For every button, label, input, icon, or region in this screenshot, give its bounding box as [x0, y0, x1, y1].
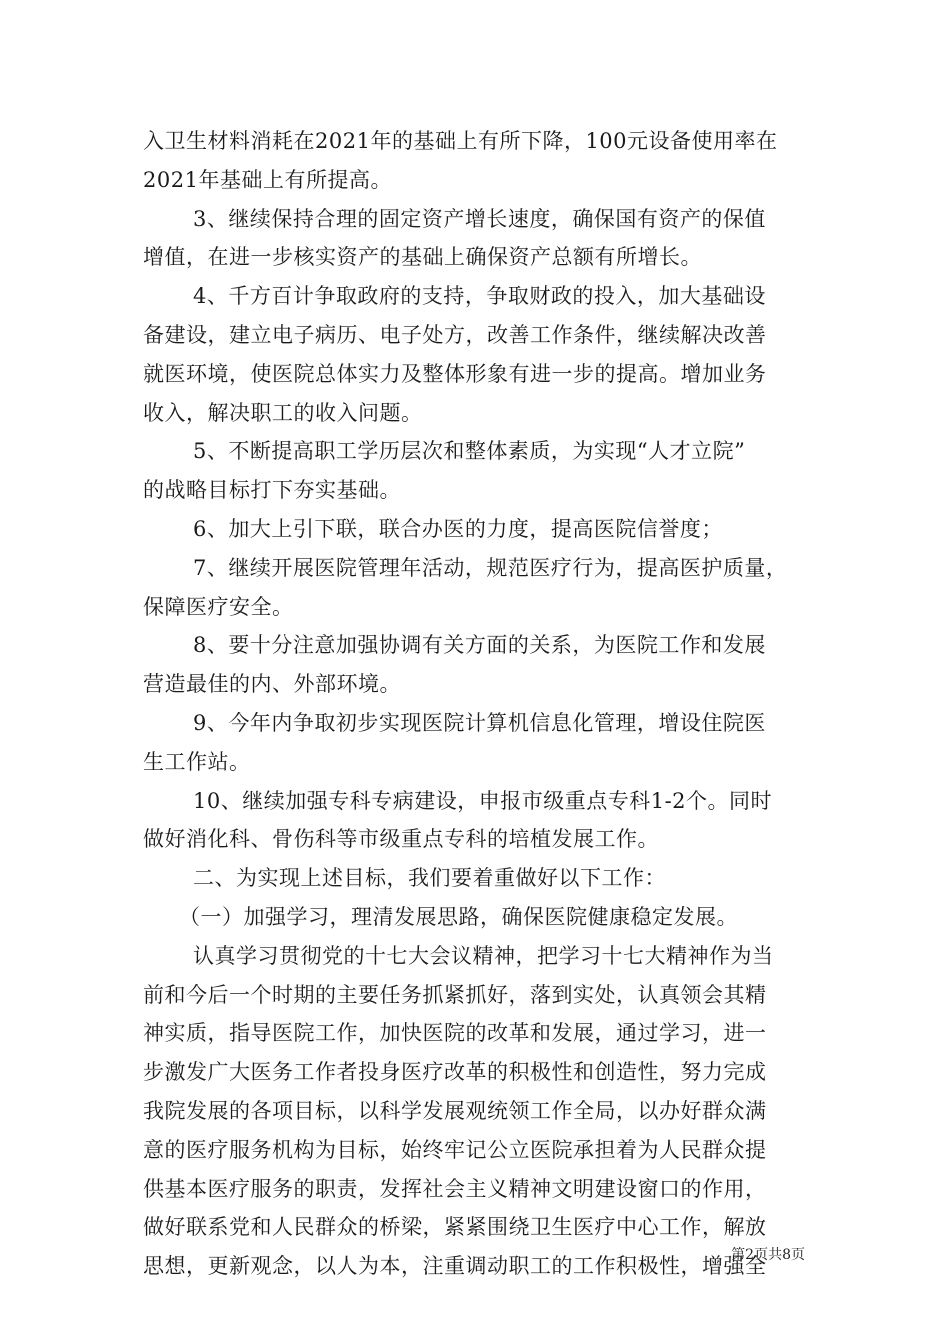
text-line: 做好消化科、骨伤科等市级重点专科的培植发展工作。: [143, 827, 659, 852]
paragraph-item-4: 4、千方百计争取政府的支持，争取财政的投入，加大基础设: [193, 284, 766, 309]
text-line: 2021年基础上有所提高。: [143, 167, 392, 192]
text-line: 步激发广大医务工作者投身医疗改革的积极性和创造性，努力完成: [143, 1060, 767, 1085]
paragraph-item-6: 6、加大上引下联，联合办医的力度，提高医院信誉度；: [193, 516, 723, 541]
text-line: 做好联系党和人民群众的桥梁，紧紧围绕卫生医疗中心工作，解放: [143, 1215, 767, 1240]
page-number: 第2页共8页: [731, 1247, 805, 1263]
text-line: 备建设，建立电子病历、电子处方，改善工作条件，继续解决改善: [143, 322, 767, 347]
paragraph-item-8: 8、要十分注意加强协调有关方面的关系，为医院工作和发展: [193, 633, 766, 658]
text-line: 思想，更新观念，以人为本，注重调动职工的工作积极性，增强全: [143, 1254, 767, 1279]
paragraph-item-7: 7、继续开展医院管理年活动，规范医疗行为，提高医护质量，: [193, 555, 788, 580]
text-line: 供基本医疗服务的职责，发挥社会主义精神文明建设窗口的作用，: [143, 1176, 767, 1201]
document-body: [143, 122, 815, 1286]
paragraph-item-9: 9、今年内争取初步实现医院计算机信息化管理，增设住院医: [193, 710, 766, 735]
text-line: 我院发展的各项目标，以科学发展观统领工作全局，以办好群众满: [143, 1098, 767, 1123]
text-line: 入卫生材料消耗在2021年的基础上有所下降，100元设备使用率在: [143, 129, 778, 153]
text-line: 神实质，指导医院工作，加快医院的改革和发展，通过学习，进一: [143, 1021, 767, 1046]
paragraph-body: 认真学习贯彻党的十七大会议精神，把学习十七大精神作为当: [193, 943, 774, 968]
paragraph-item-5: 5、不断提高职工学历层次和整体素质，为实现“人才立院”: [193, 439, 746, 464]
text-line: 生工作站。: [143, 749, 251, 774]
text-line: 营造最佳的内、外部环境。: [143, 672, 401, 697]
text-line: 前和今后一个时期的主要任务抓紧抓好，落到实处，认真领会其精: [143, 982, 767, 1007]
text-line: 意的医疗服务机构为目标，始终牢记公立医院承担着为人民群众提: [143, 1137, 767, 1162]
section-heading-2: 二、为实现上述目标，我们要着重做好以下工作：: [193, 866, 666, 891]
paragraph-item-3: 3、继续保持合理的固定资产增长速度，确保国有资产的保值: [193, 206, 766, 231]
text-line: 收入，解决职工的收入问题。: [143, 400, 423, 425]
text-line: 的战略目标打下夯实基础。: [143, 478, 401, 503]
text-line: 保障医疗安全。: [143, 594, 294, 619]
paragraph-item-10: 10、继续加强专科专病建设，申报市级重点专科1-2个。同时: [193, 788, 773, 813]
subsection-heading-1: （一）加强学习，理清发展思路，确保医院健康稳定发展。: [179, 904, 738, 929]
text-line: 增值，在进一步核实资产的基础上确保资产总额有所增长。: [143, 245, 702, 270]
text-line: 就医环境，使医院总体实力及整体形象有进一步的提高。增加业务: [143, 361, 767, 386]
